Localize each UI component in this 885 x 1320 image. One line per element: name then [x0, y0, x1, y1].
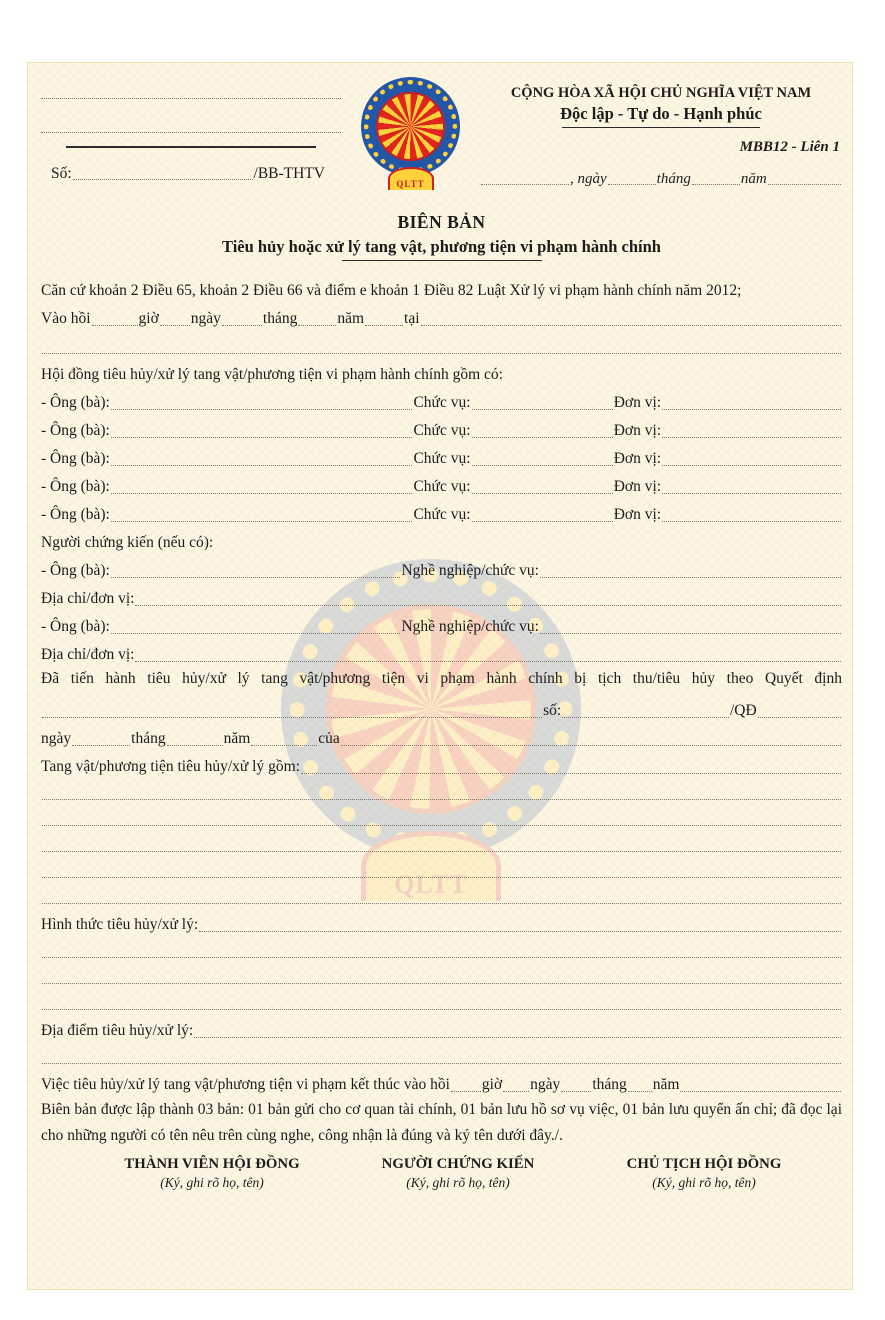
council-line: Hội đồng tiêu hủy/xử lý tang vật/phương tiện vi phạm hành chính gồm có:	[41, 366, 503, 383]
signature-note: (Ký, ghi rõ họ, tên)	[406, 1175, 510, 1190]
national-title: CỘNG HÒA XÃ HỘI CHỦ NGHĨA VIỆT NAM	[510, 85, 812, 101]
issuing-agency-block	[41, 63, 341, 183]
blank-fill-line	[41, 881, 842, 907]
emblem-column	[341, 63, 480, 189]
witness-row: - Ông (bà): Nghề nghiệp/chức vụ:	[41, 609, 842, 637]
agency-name-line-1	[41, 98, 341, 99]
agency-rule	[66, 146, 316, 148]
so-fill-line	[73, 179, 253, 180]
document-header	[41, 63, 842, 188]
copies-statement: Biên bản được lập thành 03 bản: 01 bản gửi cho cơ quan tài chính, 01 bản lưu hồ sơ vụ việc, 01 bản lưu quyển ấn chỉ; đã đọc lại cho những người có tên nêu trên cùng nghe, công nhận là đúng và ký tên dưới đây./.	[41, 1101, 842, 1144]
month-fill	[692, 184, 740, 185]
blank-fill-line	[41, 777, 842, 803]
witness-header-line: Người chứng kiến (nếu có):	[41, 534, 214, 551]
exhibits-header-line: Tang vật/phương tiện tiêu hủy/xử lý gồm:	[41, 749, 842, 777]
date-ngay-label: , ngày	[570, 171, 607, 187]
witness-address-row: Địa chỉ/đơn vị:	[41, 637, 842, 665]
signature-title: NGƯỜI CHỨNG KIẾN	[381, 1156, 535, 1172]
decision-number-line: số: /QĐ	[41, 693, 842, 721]
member-row: - Ông (bà): Chức vụ: Đơn vị:	[41, 497, 842, 525]
signature-note: (Ký, ghi rõ họ, tên)	[652, 1175, 756, 1190]
blank-fill-line	[41, 855, 842, 881]
document-title: BIÊN BẢN	[397, 212, 486, 232]
agency-name-line-2	[41, 132, 341, 133]
witness-address-row: Địa chỉ/đơn vị:	[41, 581, 842, 609]
so-suffix: /BB-THTV	[253, 165, 325, 182]
legal-basis-line	[41, 273, 842, 301]
signature-note: (Ký, ghi rõ họ, tên)	[160, 1175, 264, 1190]
signature-row	[41, 1156, 842, 1191]
subtitle-rule	[342, 260, 542, 261]
member-row: - Ông (bà): Chức vụ: Đơn vị:	[41, 385, 842, 413]
blank-fill-line	[41, 961, 842, 987]
national-motto: Độc lập - Tự do - Hạnh phúc	[560, 104, 762, 123]
decision-date-line: ngày tháng năm của	[41, 721, 842, 749]
member-row: - Ông (bà): Chức vụ: Đơn vị:	[41, 413, 842, 441]
blank-fill-line	[41, 829, 842, 855]
page-content	[28, 63, 852, 1289]
witness-row: - Ông (bà): Nghề nghiệp/chức vụ:	[41, 553, 842, 581]
signature-council-member	[107, 1156, 317, 1191]
method-line: Hình thức tiêu hủy/xử lý:	[41, 907, 842, 935]
motto-rule	[562, 127, 760, 128]
document-subtitle: Tiêu hủy hoặc xử lý tang vật, phương tiện vi phạm hành chính	[222, 237, 661, 256]
watermark-fan: QLTT	[361, 831, 501, 901]
qltt-emblem-icon	[361, 77, 460, 189]
document-page	[27, 62, 853, 1290]
legal-basis-text: Căn cứ khoản 2 Điều 65, khoản 2 Điều 66 và điểm e khoản 1 Điều 82 Luật Xử lý vi phạm hành chính năm 2012;	[41, 282, 742, 299]
location-line: Địa điểm tiêu hủy/xử lý:	[41, 1013, 842, 1041]
destruction-statement-line: Đã tiến hành tiêu hủy/xử lý tang vật/phương tiện vi phạm hành chính bị tịch thu/tiêu hủy theo Quyết định	[41, 670, 842, 687]
date-row	[480, 164, 842, 188]
so-label: Số:	[51, 165, 72, 182]
document-number-row	[41, 157, 341, 183]
member-row: - Ông (bà): Chức vụ: Đơn vị:	[41, 469, 842, 497]
date-nam-label: năm	[740, 171, 767, 187]
time-place-line: Vào hồi giờ ngày tháng năm tại	[41, 301, 842, 329]
emblem-fan: QLTT	[388, 167, 434, 190]
signature-title: THÀNH VIÊN HỘI ĐỒNG	[124, 1156, 300, 1172]
emblem-rays	[376, 92, 445, 161]
signature-witness	[353, 1156, 563, 1191]
national-header-block	[480, 63, 842, 188]
day-fill	[608, 184, 656, 185]
signature-title: CHỦ TỊCH HỘI ĐỒNG	[626, 1156, 782, 1172]
blank-fill-line	[41, 987, 842, 1013]
signature-council-chairman	[599, 1156, 809, 1191]
place-fill	[481, 184, 569, 185]
blank-fill-line	[41, 329, 842, 357]
blank-fill-line	[41, 803, 842, 829]
form-code: MBB12 - Liên 1	[739, 139, 840, 155]
form-body	[41, 273, 842, 1191]
year-fill	[768, 184, 841, 185]
date-thang-label: tháng	[656, 171, 691, 187]
conclusion-time-line: Việc tiêu hủy/xử lý tang vật/phương tiện vi phạm kết thúc vào hồi giờ ngày tháng năm	[41, 1067, 842, 1095]
member-row: - Ông (bà): Chức vụ: Đơn vị:	[41, 441, 842, 469]
blank-fill-line	[41, 1041, 842, 1067]
blank-fill-line	[41, 935, 842, 961]
